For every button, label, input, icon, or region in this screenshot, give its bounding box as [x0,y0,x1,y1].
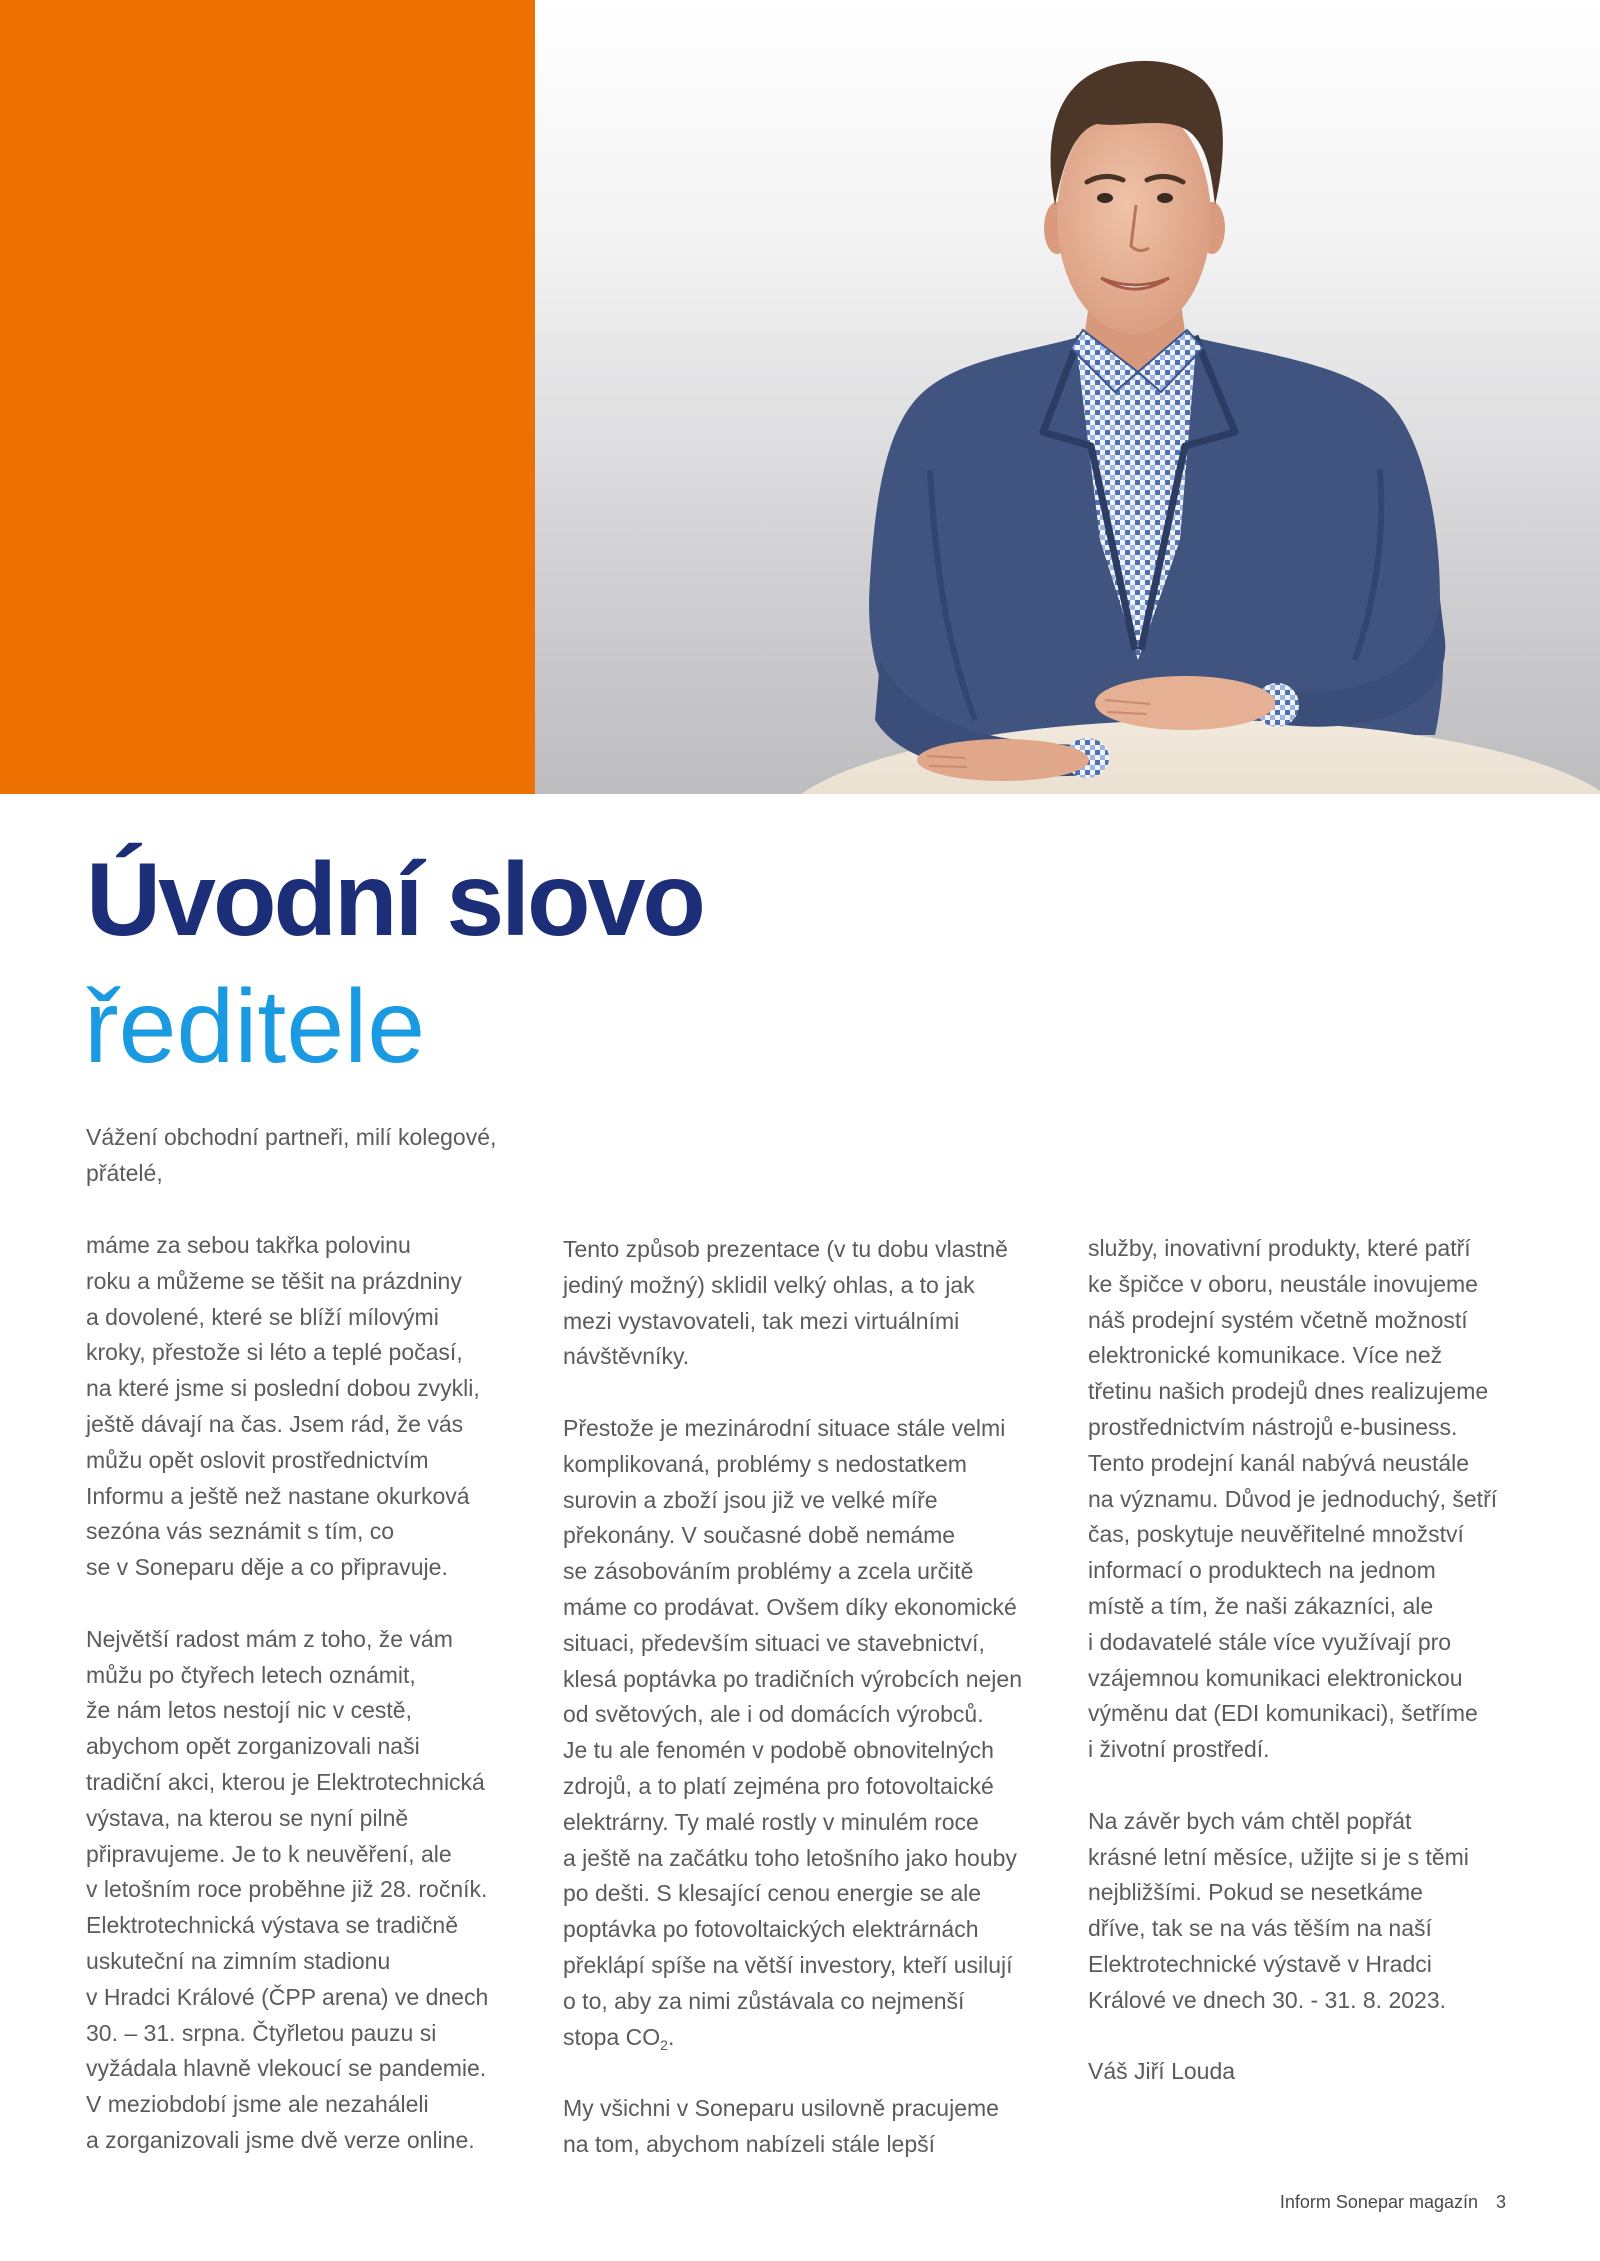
body-line: se v Soneparu děje a co připravuje. [86,1554,448,1581]
body-line: roku a můžeme se těšit na prázdniny [86,1267,462,1294]
body-line: i dodavatelé stále více využívají pro [1088,1628,1452,1655]
body-line: prostřednictvím nástrojů e-business. [1088,1413,1458,1440]
body-line: situaci, především situaci ve stavebnictví, [563,1629,985,1656]
body-line: po dešti. S klesající cenou energie se ale [563,1880,982,1907]
body-line: Elektrotechnická výstava se tradičně [86,1912,459,1939]
body-line: na významu. Důvod je jednoduchý, šetří [1088,1485,1498,1512]
body-line: a ještě na začátku toho letošního jako houby [563,1844,1017,1871]
body-line: čas, poskytuje neuvěřitelné množství [1088,1521,1464,1548]
right-hand [1095,676,1275,730]
right-eye [1157,193,1173,203]
body-line: elektrárny. Ty malé rostly v minulém roce [563,1808,979,1835]
body-line: jediný možný) sklidil velký ohlas, a to jak [563,1271,975,1298]
body-line-co2 [563,2020,1022,2056]
body-line: v Hradci Králové (ČPP arena) ve dnech [86,1983,489,2010]
body-line: v letošním roce proběhne již 28. ročník. [86,1876,488,1903]
body-line: od světových, ale i od domácích výrobců. [563,1701,984,1728]
paragraph [563,2091,1022,2163]
body-line: uskuteční na zimním stadionu [86,1947,391,1974]
body-line: vyžádala hlavně vlekoucí se pandemie. [86,2055,487,2082]
paragraph [563,1232,1022,1375]
text-column-1 [86,1228,488,2195]
salutation [86,1120,496,1192]
body-line: ještě dávají na čas. Jsem rád, že vás [86,1410,464,1437]
page-title: Úvodní slovo [86,842,703,958]
body-line: překlápí spíše na větší investory, kteří usilují [563,1951,1013,1978]
body-line: se zásobováním problémy a zcela určitě [563,1558,974,1585]
body-line: mezi vystavovateli, tak mezi virtuálními [563,1307,960,1334]
body-line: abychom opět zorganizovali naši [86,1733,420,1760]
left-eye [1097,193,1113,203]
body-line: můžu po čtyřech letech oznámit, [86,1661,416,1688]
body-line: o to, aby za nimi zůstávala co nejmenší [563,1987,965,2014]
body-line: vzájemnou komunikaci elektronickou [1088,1664,1463,1691]
body-line: informací o produktech na jednom [1088,1557,1436,1584]
body-line: Přestože je mezinárodní situace stále velmi [563,1414,1006,1441]
body-line: náš prodejní systém včetně možností [1088,1306,1468,1333]
body-line: Tento prodejní kanál nabývá neustále [1088,1449,1470,1476]
paragraph [86,1622,488,2159]
body-line: elektronické komunikace. Více než [1088,1342,1443,1369]
body-line: Králové ve dnech 30. - 31. 8. 2023. [1088,1986,1447,2013]
salutation-line: přátelé, [86,1159,163,1186]
body-line: a zorganizovali jsme dvě verze online. [86,2126,475,2153]
body-line: dříve, tak se na vás těším na naší [1088,1915,1432,1942]
body-line: na tom, abychom nabízeli stále lepší [563,2130,936,2157]
body-line: Největší radost mám z toho, že vám [86,1625,453,1652]
paragraph [563,1411,1022,2055]
body-line: komplikovaná, problémy s nedostatkem [563,1450,967,1477]
body-line: výstava, na kterou se nyní pilně [86,1804,409,1831]
body-line: Elektrotechnické výstavě v Hradci [1088,1950,1432,1977]
body-line: Tento způsob prezentace (v tu dobu vlastně [563,1236,1008,1262]
body-line: surovin a zboží jsou již ve velké míře [563,1486,938,1513]
footer-publication: Inform Sonepar magazín [1279,2192,1478,2212]
body-line: výměnu dat (EDI komunikaci), šetříme [1088,1700,1478,1727]
co2-line-text: stopa CO [563,2023,661,2050]
body-line: 30. – 31. srpna. Čtyřletou pauzu si [86,2019,437,2046]
body-line: ke špičce v oboru, neustále inovujeme [1088,1270,1478,1297]
body-line: místě a tím, že naši zákazníci, ale [1088,1592,1434,1619]
body-line: krásné letní měsíce, užijte si je s těmi [1088,1843,1469,1870]
body-line: překonány. V současné době nemáme [563,1522,956,1549]
co2-subscript: 2 [660,2036,668,2053]
body-line: máme co prodávat. Ovšem díky ekonomické [563,1593,1017,1620]
body-line: že nám letos nestojí nic v cestě, [86,1697,412,1724]
page-subtitle: ředitele [84,969,426,1085]
body-line: návštěvníky. [563,1343,690,1370]
paragraph [86,1228,488,1586]
paragraph [1088,1231,1497,1768]
portrait-photo [535,0,1600,794]
body-line: My všichni v Soneparu usilovně pracujeme [563,2095,999,2122]
co2-line-end: . [667,2023,675,2050]
body-line: sezóna vás seznámit s tím, co [86,1518,395,1545]
paragraph [1088,1804,1497,2019]
body-line: připravujeme. Je to k neuvěření, ale [86,1840,452,1867]
body-line: kroky, přestože si léto a teplé počasí, [86,1339,463,1366]
body-line: poptávka po fotovoltaických elektrárnách [563,1916,979,1943]
body-line: klesá poptávka po tradičních výrobcích nejen [563,1665,1022,1692]
body-line: máme za sebou takřka polovinu [86,1232,411,1258]
body-line: i životní prostředí. [1088,1736,1270,1763]
orange-accent-block [0,0,535,794]
body-line: třetinu našich prodejů dnes realizujeme [1088,1378,1489,1405]
body-line: Je tu ale fenomén v podobě obnovitelných [563,1737,994,1764]
body-line: na které jsme si poslední dobou zvykli, [86,1375,480,1402]
body-line: můžu opět oslovit prostřednictvím [86,1446,429,1473]
salutation-line: Vážení obchodní partneři, milí kolegové, [86,1124,497,1150]
body-line: Na závěr bych vám chtěl popřát [1088,1807,1412,1834]
body-line: služby, inovativní produkty, které patří [1088,1235,1471,1261]
body-line: Informu a ještě než nastane okurková [86,1482,470,1509]
body-line: a dovolené, které se blíží mílovými [86,1303,439,1330]
text-column-3 [1088,1231,1497,2090]
signature: Váš Jiří Louda [1088,2058,1236,2085]
body-line: zdrojů, a to platí zejména pro fotovoltaické [563,1772,994,1799]
body-line: nejbližšími. Pokud se nesetkáme [1088,1879,1423,1906]
left-hand [917,739,1089,781]
text-column-2 [563,1232,1022,2199]
page-number: 3 [1496,2192,1507,2212]
body-line: V meziobdobí jsme ale nezaháleli [86,2091,429,2118]
body-line: tradiční akci, kterou je Elektrotechnická [86,1768,485,1795]
